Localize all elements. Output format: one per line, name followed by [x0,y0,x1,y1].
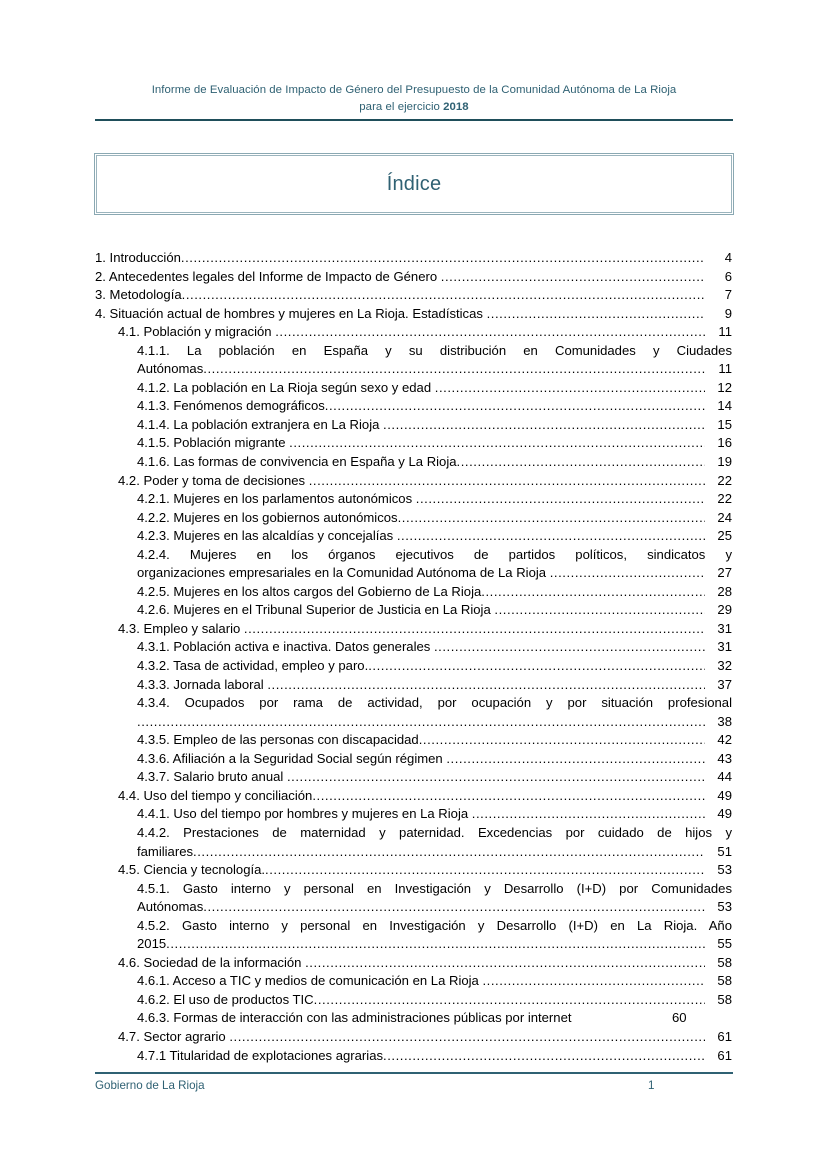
toc-entry-label: 4.2.3. Mujeres en las alcaldías y concejalías [137,528,397,544]
toc-leader-dots [182,286,705,305]
toc-leader-dots [397,527,705,546]
toc-entry-label: 4.5.1. Gasto interno y personal en Investigación y Desarrollo (I+D) por Comunidades [137,880,732,896]
toc-entry[interactable] [95,991,732,1010]
toc-entry-label: 4.4.1. Uso del tiempo por hombres y mujeres en La Rioja [137,806,472,822]
toc-leader-dots [472,805,705,824]
toc-entry-label: 4.6.1. Acceso a TIC y medios de comunicación en La Rioja [137,973,483,989]
toc-entry-label: 4.2.4. Mujeres en los órganos ejecutivos de partidos políticos, sindicatos y [137,546,732,562]
toc-entry-label: 4.7. Sector agrario [118,1028,230,1044]
toc-entry[interactable] [95,750,732,769]
toc-entry-label: 4.3. Empleo y salario [118,620,244,636]
toc-entry-label: 4.2.5. Mujeres en los altos cargos del Gobierno de La Rioja [137,583,482,599]
toc-leader-dots [368,657,705,676]
toc-leader-dots [325,397,705,416]
toc-entry-label: 4.2.6. Mujeres en el Tribunal Superior de Justicia en La Rioja [137,602,495,618]
toc-page-number: 25 [717,528,732,544]
toc-entry-label: 4.6.2. El uso de productos TIC [137,991,314,1007]
toc-entry-label: 3. Metodología [95,287,182,303]
toc-leader-dots [312,787,705,806]
toc-page-number: 15 [717,416,732,432]
toc-entry-label: 1. Introducción [95,250,181,265]
toc-leader-dots [166,935,705,954]
toc-leader-dots [383,416,705,435]
toc-page-number: 32 [717,658,732,674]
toc-page-number: 6 [724,268,732,284]
toc-entry[interactable] [95,453,732,472]
toc-entry[interactable] [95,620,732,639]
toc-entry-label-cont: organizaciones empresariales en la Comunidad Autónoma de La Rioja [137,565,550,581]
toc-leader-dots [481,583,705,602]
toc-entry[interactable] [95,694,732,731]
toc-entry[interactable] [95,787,732,806]
toc-entry-label: 4.4.2. Prestaciones de maternidad y paternidad. Excedencias por cuidado de hijos y [137,824,732,840]
toc-entry[interactable] [95,379,732,398]
toc-leader-dots [457,453,705,472]
toc-leader-dots [265,861,705,880]
toc-page-number: 53 [717,899,732,915]
toc-leader-dots [137,713,705,732]
toc-leader-dots [383,1047,705,1066]
header-year: 2018 [443,100,469,113]
toc-entry-label: 4.2. Poder y toma de decisiones [118,472,309,488]
toc-page-number: 58 [717,991,732,1007]
table-of-contents [95,249,732,1065]
toc-page-number: 61 [717,1047,732,1063]
toc-entry[interactable] [95,490,732,509]
toc-page-number: 28 [717,583,732,599]
toc-entry[interactable] [95,880,732,917]
toc-page-number: 53 [717,862,732,878]
toc-leader-dots [398,509,705,528]
toc-entry[interactable] [95,805,732,824]
toc-entry[interactable] [95,305,732,324]
toc-leader-dots [244,620,705,639]
toc-page-number: 43 [717,750,732,766]
toc-leader-dots [289,434,705,453]
toc-entry[interactable] [95,434,732,453]
toc-entry-label: 4.5. Ciencia y tecnología. [118,862,266,878]
toc-entry-label: 4.1.2. La población en La Rioja según sexo y edad [137,379,435,395]
toc-entry-label: 4.1.1. La población en España y su distribución en Comunidades y Ciudades [137,342,732,358]
toc-entry[interactable] [95,731,732,750]
toc-leader-dots [482,972,705,991]
toc-entry[interactable] [95,917,732,954]
toc-entry[interactable] [95,1028,732,1047]
toc-entry[interactable] [95,286,732,305]
toc-leader-dots [434,638,705,657]
toc-entry-label: 4.3.2. Tasa de actividad, empleo y paro. [137,658,369,674]
toc-page-number: 44 [717,769,732,785]
toc-page-number: 27 [717,565,732,581]
toc-entry[interactable] [95,954,732,973]
toc-entry-label-cont: Autónomas [137,899,204,915]
toc-leader-dots [435,379,705,398]
toc-page-number: 38 [717,713,732,729]
toc-entry-label-cont: familiares [137,843,194,859]
toc-page-number: 61 [717,1028,732,1044]
toc-page-number: 11 [718,361,732,377]
toc-entry[interactable] [95,1047,732,1066]
toc-entry[interactable] [95,601,732,620]
toc-entry-label-cont: Autónomas [137,361,204,377]
toc-page-number: 31 [717,620,732,636]
toc-entry[interactable] [95,342,732,379]
toc-leader-dots [309,472,705,491]
toc-page-number: 22 [717,491,732,507]
toc-page-number: 14 [717,398,732,414]
toc-page-number: 7 [724,287,732,303]
toc-entry[interactable] [95,472,732,491]
toc-entry-label: 4.3.1. Población activa e inactiva. Datos generales [137,639,434,655]
toc-leader-dots [487,305,705,324]
toc-page-number: 55 [717,936,732,952]
page-title: Índice [386,172,442,195]
toc-entry-label: 4.1.5. Población migrante [137,435,290,451]
toc-entry-label: 4.2.1. Mujeres en los parlamentos autonómicos [137,491,416,507]
toc-page-number: 19 [717,454,732,470]
toc-leader-dots [494,601,705,620]
header-line-2-prefix: para el ejercicio [359,100,444,113]
toc-leader-dots [193,843,705,862]
toc-entry-label: 4.3.5. Empleo de las personas con discapacidad [137,732,419,748]
toc-entry[interactable] [95,268,732,287]
toc-entry[interactable] [95,861,732,880]
toc-entry[interactable] [95,416,732,435]
toc-entry-label: 4. Situación actual de hombres y mujeres en La Rioja. Estadísticas [95,305,487,321]
footer-page-number: 1 [648,1078,655,1092]
toc-entry-label: 4.2.2. Mujeres en los gobiernos autonómicos [137,509,398,525]
toc-entry-label: 4.3.6. Afiliación a la Seguridad Social según régimen [137,750,447,766]
toc-entry-label: 4.3.3. Jornada laboral [137,676,268,692]
toc-page-number: 12 [717,379,732,395]
toc-entry[interactable] [95,527,732,546]
page-footer [95,1072,733,1097]
toc-leader-dots [203,898,705,917]
toc-entry[interactable] [95,676,732,695]
header-divider [95,119,733,121]
header-line-1: Informe de Evaluación de Impacto de Género del Presupuesto de la Comunidad Autónoma de La Rioja [151,84,677,96]
toc-entry[interactable] [95,972,732,991]
toc-leader-dots [275,323,705,342]
toc-page-number: 51 [717,843,732,859]
toc-entry[interactable] [95,768,732,787]
footer-organization: Gobierno de La Rioja [95,1078,205,1092]
toc-entry-label: 4.5.2. Gasto interno y personal en Investigación y Desarrollo (I+D) en La Rioja. Año [137,917,732,933]
toc-entry-label: 4.1. Población y migración [118,324,276,340]
toc-leader-dots [550,564,705,583]
toc-entry-label: 4.7.1 Titularidad de explotaciones agrarias [137,1047,384,1063]
toc-entry[interactable] [95,657,732,676]
toc-entry-label: 2. Antecedentes legales del Informe de Impacto de Género [95,268,441,284]
toc-entry[interactable] [95,1009,732,1028]
toc-entry[interactable] [95,323,732,342]
toc-entry[interactable] [95,249,732,268]
toc-page-number: 49 [717,806,732,822]
toc-entry-label: 4.1.6. Las formas de convivencia en España y La Rioja [137,454,457,470]
header-title [95,82,733,115]
index-title-box [94,153,734,215]
toc-leader-dots [446,750,705,769]
toc-leader-dots [287,768,705,787]
toc-leader-dots [267,676,705,695]
toc-page-number: 29 [717,602,732,618]
toc-page-number: 9 [724,305,732,321]
toc-page-number: 24 [717,509,732,525]
toc-page-number: 11 [718,324,732,340]
toc-page-number: 22 [717,472,732,488]
toc-entry-label: 4.3.4. Ocupados por rama de actividad, por ocupación y por situación profesional [137,695,732,711]
toc-leader-dots [419,731,705,750]
toc-entry[interactable] [95,397,732,416]
toc-page-number: 58 [717,973,732,989]
footer-divider [95,1072,733,1074]
toc-page-number: 58 [717,954,732,970]
toc-leader-dots [229,1028,705,1047]
toc-leader-dots [441,268,705,287]
toc-entry[interactable] [95,638,732,657]
toc-page-number: 4 [724,250,732,265]
page-header [95,82,733,121]
toc-leader-dots [314,991,705,1010]
toc-entry-label: 4.1.4. La población extranjera en La Rioja [137,416,384,432]
toc-leader-dots [181,249,705,268]
toc-entry[interactable] [95,583,732,602]
toc-entry-label: 4.4. Uso del tiempo y conciliación [118,787,313,803]
toc-entry[interactable] [95,546,732,583]
toc-entry[interactable] [95,824,732,861]
toc-leader-dots [305,954,705,973]
toc-page-number: 49 [717,787,732,803]
toc-entry-label: 4.6.3. Formas de interacción con las administraciones públicas por internet [137,1010,572,1026]
toc-page-number: 31 [717,639,732,655]
toc-leader-dots [203,360,705,379]
toc-page-number: 37 [717,676,732,692]
toc-page-number: 16 [717,435,732,451]
toc-entry-label: 4.6. Sociedad de la información [118,954,306,970]
toc-leader-dots [416,490,705,509]
toc-entry-label: 4.1.3. Fenómenos demográficos [137,398,325,414]
toc-entry-label: 4.3.7. Salario bruto anual [137,769,287,785]
toc-entry[interactable] [95,509,732,528]
toc-page-number: 60 [672,1010,687,1026]
toc-entry-label-cont: 2015 [137,936,167,952]
toc-page-number: 42 [717,732,732,748]
